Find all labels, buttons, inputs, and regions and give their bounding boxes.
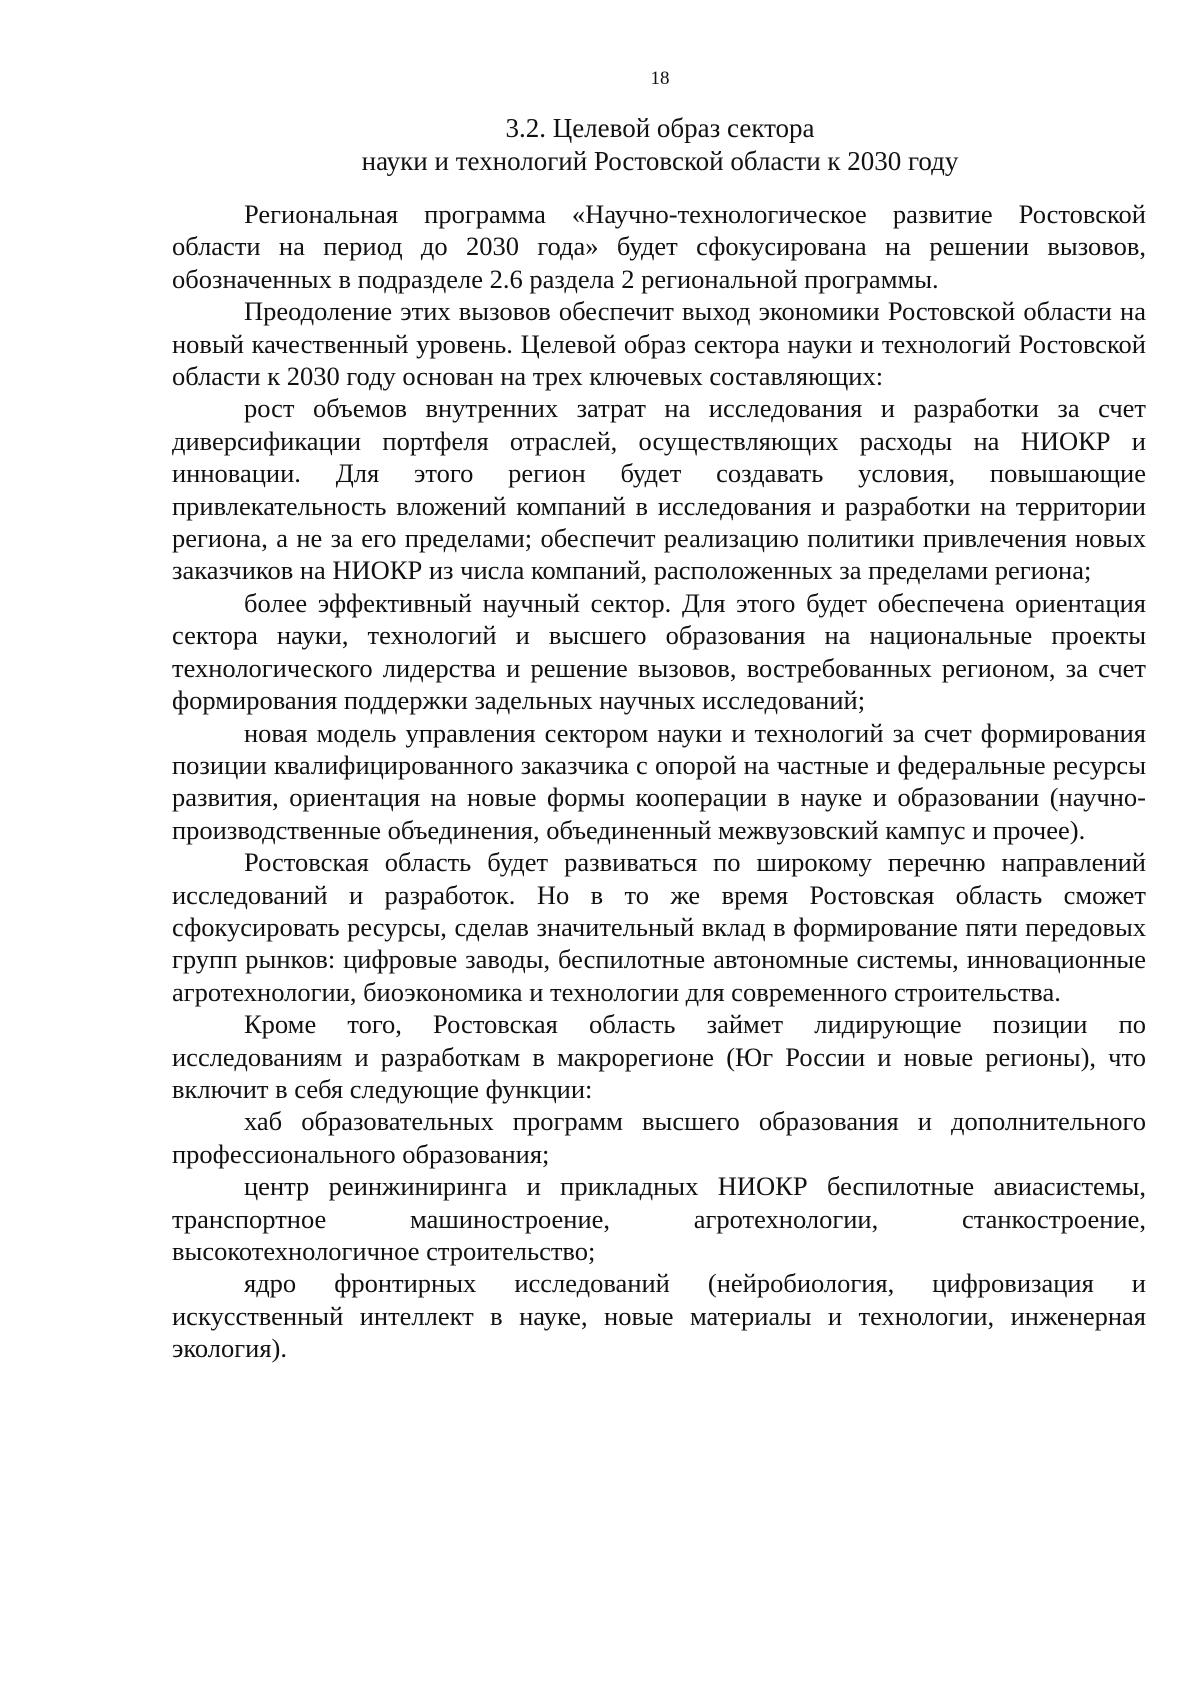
paragraph-component-science-sector: более эффективный научный сектор. Для этого будет обеспечена ориентация сектора науки, технологий и высшего образования на национальные проекты технологического лидерства и решение вызовов, востребованных регионом, за счет формирования поддержки задельных научных исследований; bbox=[172, 587, 1146, 716]
page-number: 18 bbox=[650, 68, 670, 89]
section-title-line-2: науки и технологий Ростовской области к 2030 году bbox=[361, 146, 959, 176]
section-title bbox=[0, 112, 1200, 178]
paragraph-research-directions: Ростовская область будет развиваться по широкому перечню направлений исследований и разработок. Но в то же время Ростовская область сможет сфокусировать ресурсы, сделав значительный вклад в формирование пяти передовых групп рынков: цифровые заводы, беспилотные автономные системы, инновационные агротехнологии, биоэкономика и технологии для современного строительства. bbox=[172, 847, 1146, 1007]
paragraph-function-education-hub: хаб образовательных программ высшего образования и дополнительного профессионального образования; bbox=[172, 1106, 1146, 1169]
section-title-line-1: 3.2. Целевой образ сектора bbox=[505, 113, 815, 143]
paragraph-challenges: Преодоление этих вызовов обеспечит выход экономики Ростовской области на новый качественный уровень. Целевой образ сектора науки и технологий Ростовской области к 2030 году основан на трех ключевых составляющих: bbox=[172, 296, 1146, 392]
document-body bbox=[172, 198, 1146, 1365]
paragraph-function-reengineering-center: центр реинжиниринга и прикладных НИОКР беспилотные авиасистемы, транспортное машиностроение, агротехнологии, станкостроение, высокотехнологичное строительство; bbox=[172, 1171, 1146, 1266]
paragraph-component-investment: рост объемов внутренних затрат на исследования и разработки за счет диверсификации портфеля отраслей, осуществляющих расходы на НИОКР и инновации. Для этого регион будет создавать условия, повышающие привлекательность вложений компаний в исследования и разработки на территории региона, а не за его пределами; обеспечит реализацию политики привлечения новых заказчиков на НИОКР из числа компаний, расположенных за пределами региона; bbox=[172, 393, 1146, 586]
paragraph-macroregion-leadership: Кроме того, Ростовская область займет лидирующие позиции по исследованиям и разработкам в макрорегионе (Юг России и новые регионы), что включит в себя следующие функции: bbox=[172, 1009, 1146, 1104]
paragraph-function-frontier-research: ядро фронтирных исследований (нейробиология, цифровизация и искусственный интеллект в науке, новые материалы и технологии, инженерная экология). bbox=[172, 1268, 1146, 1364]
paragraph-component-management-model: новая модель управления сектором науки и технологий за счет формирования позиции квалифицированного заказчика с опорой на частные и федеральные ресурсы развития, ориентация на новые формы кооперации в науке и образовании (научно-производственные объединения, объединенный межвузовский кампус и прочее). bbox=[172, 717, 1146, 845]
paragraph-intro: Региональная программа «Научно-технологическое развитие Ростовской области на период до 2030 года» будет сфокусирована на решении вызовов, обозначенных в подразделе 2.6 раздела 2 региональной программы. bbox=[172, 199, 1146, 294]
